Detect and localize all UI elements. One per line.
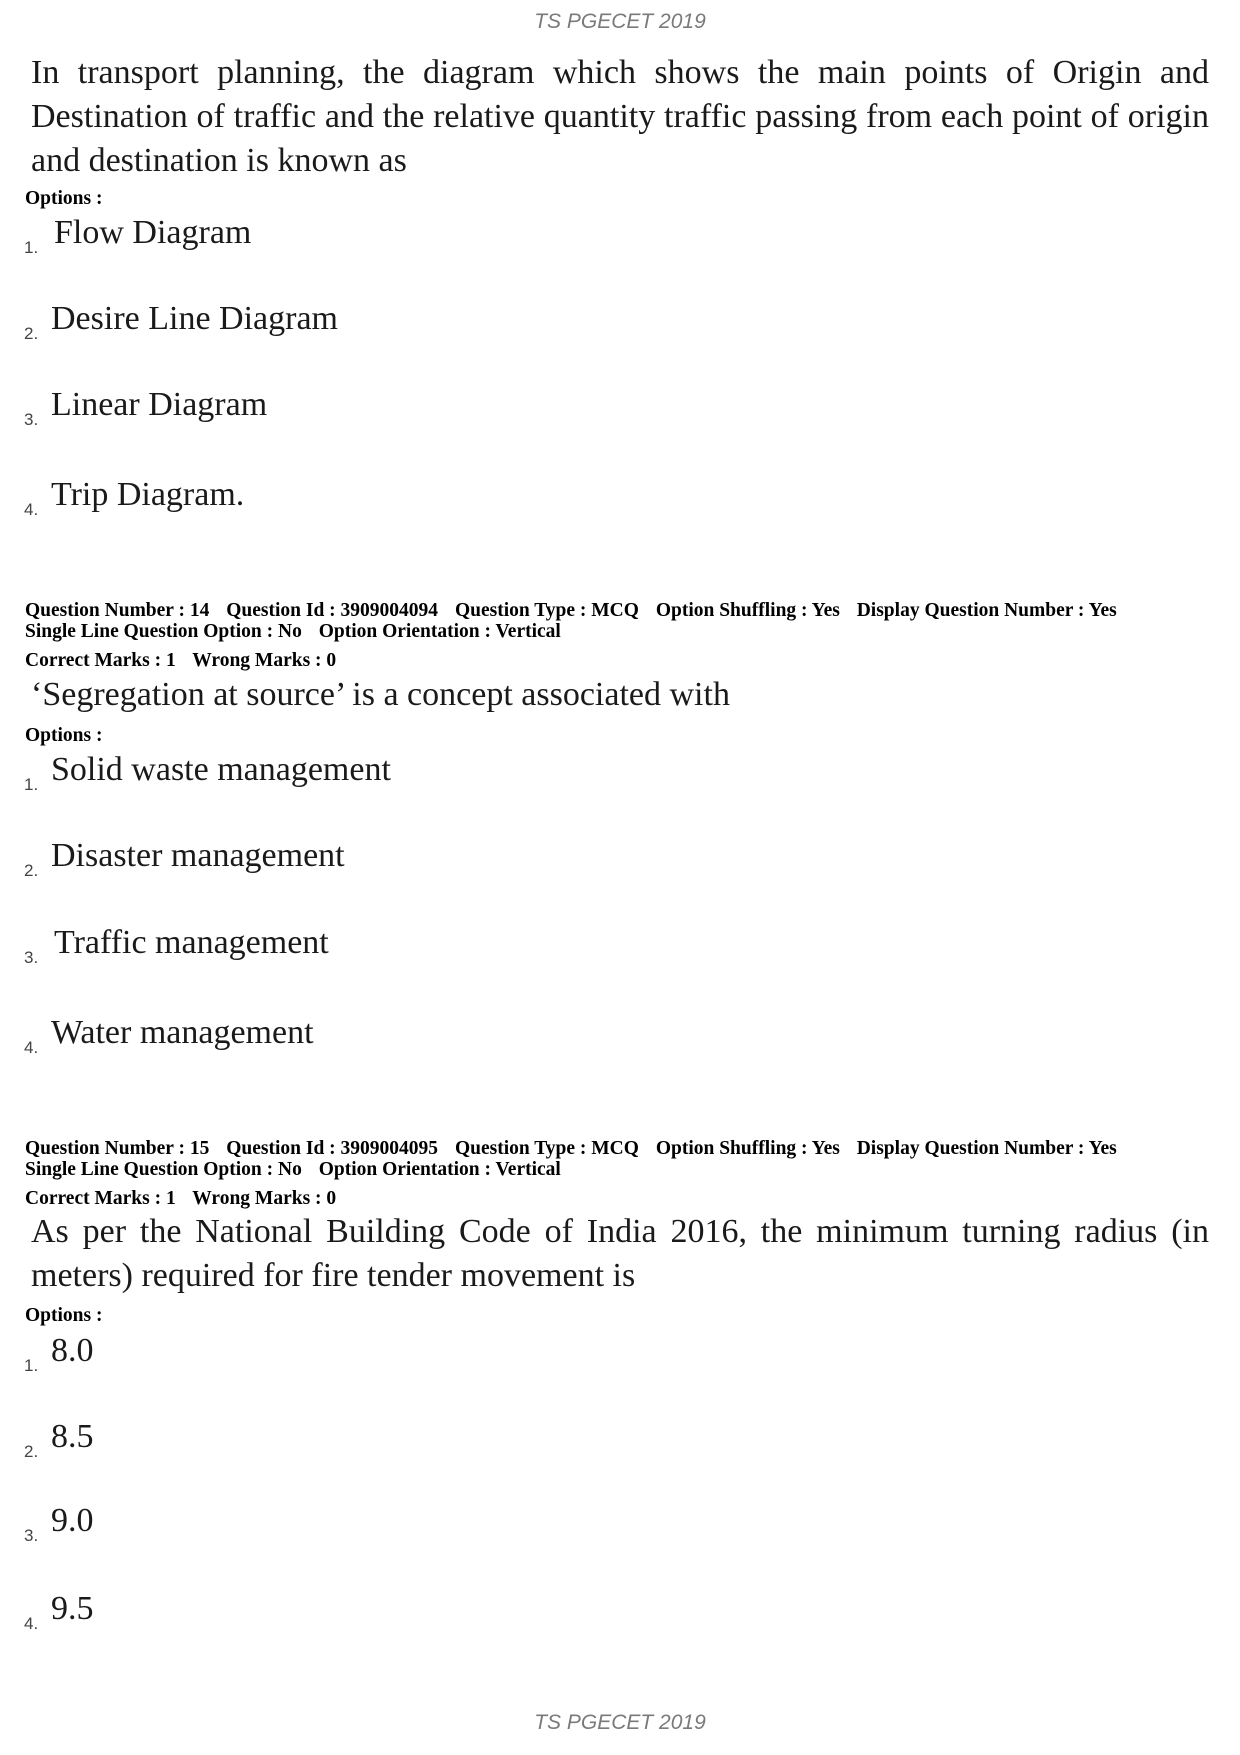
question-type: Question Type : MCQ [454,600,639,621]
option-text: 8.5 [51,1418,94,1455]
option-text: Traffic management [54,924,329,961]
question-type: Question Type : MCQ [454,1138,639,1159]
option-number: 4. [24,1614,39,1633]
question-13-options-label: Options : [25,188,103,209]
option-shuffling: Option Shuffling : Yes [655,600,840,621]
option-number: 2. [24,861,39,880]
option-text: Water management [51,1014,314,1051]
question-id: Question Id : 3909004095 [226,1138,439,1159]
correct-marks: Correct Marks : 1 [25,1188,176,1209]
option-text: Linear Diagram [51,386,268,423]
option-shuffling: Option Shuffling : Yes [655,1138,840,1159]
wrong-marks: Wrong Marks : 0 [192,650,337,671]
option-number: 4. [24,1038,39,1057]
option-number: 2. [24,1442,39,1461]
option-text: 8.0 [51,1332,94,1369]
correct-marks: Correct Marks : 1 [25,650,176,671]
option-orientation: Option Orientation : Vertical [318,621,561,642]
display-question-number: Display Question Number : Yes [856,600,1117,621]
question-15-meta-line-1 [25,1138,1129,1159]
page-footer: TS PGECET 2019 [534,1711,706,1734]
page-header: TS PGECET 2019 [534,10,706,33]
option-text: Solid waste management [51,751,391,788]
single-line-question-option: Single Line Question Option : No [25,621,302,642]
question-id: Question Id : 3909004094 [226,600,439,621]
question-15-marks [25,1188,348,1209]
question-14-meta-line-2 [25,621,573,642]
display-question-number: Display Question Number : Yes [856,1138,1117,1159]
question-13-text: In transport planning, the diagram which shows the main points of Origin and Destination of traffic and the relative quantity traffic passing from each point of origin and destination is known as [31,54,1209,179]
question-14-text: ‘Segregation at source’ is a concept associated with [31,676,730,713]
question-number: Question Number : 14 [25,600,210,621]
question-number: Question Number : 15 [25,1138,210,1159]
option-number: 1. [24,775,39,794]
option-number: 3. [24,410,39,429]
option-text: Trip Diagram. [51,476,245,513]
option-number: 2. [24,324,39,343]
wrong-marks: Wrong Marks : 0 [192,1188,337,1209]
question-15-options-label: Options : [25,1305,103,1326]
option-text: Desire Line Diagram [51,300,338,337]
option-text: Flow Diagram [54,214,252,251]
question-14-options-label: Options : [25,725,103,746]
option-text: Disaster management [51,837,345,874]
option-orientation: Option Orientation : Vertical [318,1159,561,1180]
question-14-marks [25,650,348,671]
option-number: 3. [24,1526,39,1545]
question-14-meta-line-1 [25,600,1129,621]
option-text: 9.5 [51,1590,94,1627]
question-15-text: As per the National Building Code of India 2016, the minimum turning radius (in meters) required for fire tender movement is [31,1213,1209,1294]
option-number: 3. [24,948,39,967]
option-number: 1. [24,238,39,257]
option-number: 1. [24,1356,39,1375]
question-15-meta-line-2 [25,1159,573,1180]
option-text: 9.0 [51,1502,94,1539]
single-line-question-option: Single Line Question Option : No [25,1159,302,1180]
option-number: 4. [24,500,39,519]
